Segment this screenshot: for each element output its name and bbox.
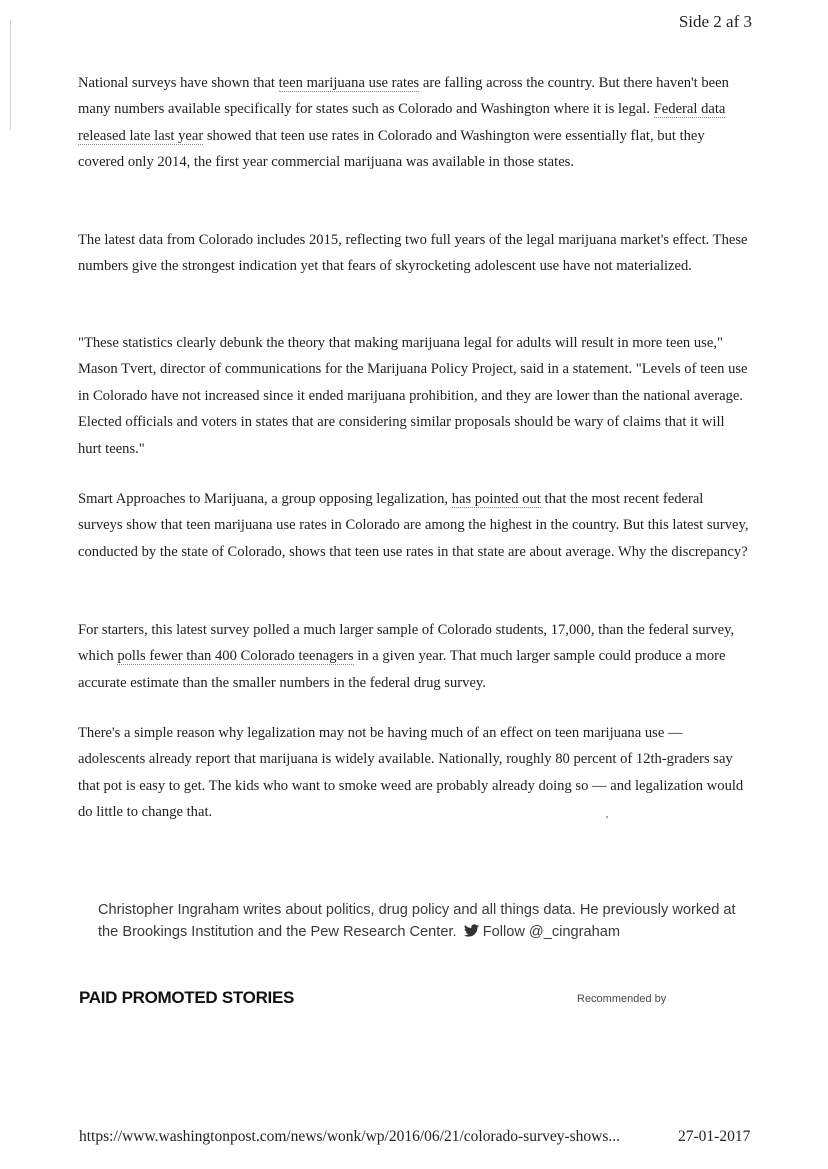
footer-source-url: https://www.washingtonpost.com/news/wonk/wp/2016/06/21/colorado-survey-shows...: [79, 1128, 621, 1145]
recommended-by-label[interactable]: Recommended by: [577, 993, 667, 1005]
page-number: Side 2 af 3: [678, 12, 752, 31]
inline-link[interactable]: polls fewer than 400 Colorado teenagers: [117, 648, 354, 665]
text-run: National surveys have shown that: [78, 75, 279, 91]
follow-author-link[interactable]: [461, 924, 620, 940]
article-paragraph: [78, 70, 750, 176]
inline-link[interactable]: Federal data released late last year: [78, 101, 726, 144]
paid-promoted-stories-heading: PAID PROMOTED STORIES: [79, 988, 295, 1007]
text-run: There's a simple reason why legalization may not be having much of an effect on teen marijuana use — adolescents already report that marijuana is widely available. Nationally, roughly 80 percent of 12th-graders say that pot is easy to get. The kids who want to smoke weed are probably already doing so — and legalization would do little to change that.: [78, 725, 744, 821]
article-paragraph: [78, 330, 750, 462]
article-paragraph: [78, 227, 750, 280]
follow-author-label: Follow @_cingraham: [482, 924, 620, 940]
article-paragraph: [78, 720, 750, 826]
scan-speck: [606, 816, 608, 818]
author-bio-text: Christopher Ingraham writes about politics, drug policy and all things data. He previously worked at the Brookings Institution and the Pew Research Center.: [98, 902, 736, 940]
text-run: Smart Approaches to Marijuana, a group opposing legalization,: [78, 491, 452, 507]
text-run: For starters, this latest survey polled a much larger sample of Colorado students, 17,000, than the federal survey, which: [78, 622, 735, 665]
text-run: The latest data from Colorado includes 2015, reflecting two full years of the legal marijuana market's effect. These numbers give the strongest indication yet that fears of skyrocketing adolescent use have not materialized.: [78, 232, 748, 275]
paragraph-text: [78, 486, 750, 565]
paragraph-text: [78, 617, 750, 696]
article-paragraph: [78, 486, 750, 565]
text-run: are falling across the country. But there haven't been many numbers available specifically for states such as Colorado and Washington where it is legal.: [78, 75, 729, 118]
article-paragraph: [78, 617, 750, 696]
scan-edge-mark: [10, 20, 11, 130]
footer-print-date: 27-01-2017: [678, 1128, 751, 1145]
text-run: that the most recent federal surveys show that teen marijuana use rates in Colorado are among the highest in the country. But this latest survey, conducted by the state of Colorado, shows that teen use rates in that state are about average. Why the discrepancy?: [78, 491, 749, 560]
text-run: "These statistics clearly debunk the theory that making marijuana legal for adults will result in more teen use," Mason Tvert, director of communications for the Marijuana Policy Project, said in a statement. "Levels of teen use in Colorado have not increased since it ended marijuana prohibition, and they are lower than the national average. Elected officials and voters in states that are considering similar proposals should be wary of claims that it will hurt teens.": [78, 335, 748, 457]
inline-link[interactable]: teen marijuana use rates: [278, 75, 420, 91]
paragraph-text: [78, 227, 750, 280]
twitter-bird-icon: [464, 924, 479, 937]
inline-link[interactable]: has pointed out: [451, 491, 541, 507]
text-run: showed that teen use rates in Colorado and Washington were essentially flat, but they covered only 2014, the first year commercial marijuana was available in those states.: [78, 127, 705, 171]
paragraph-text: [78, 70, 750, 176]
text-run: in a given year. That much larger sample could produce a more accurate estimate than the smaller numbers in the federal drug survey.: [78, 648, 726, 691]
paragraph-text: [78, 720, 750, 826]
author-bio: [98, 899, 748, 943]
paragraph-text: [78, 330, 750, 462]
